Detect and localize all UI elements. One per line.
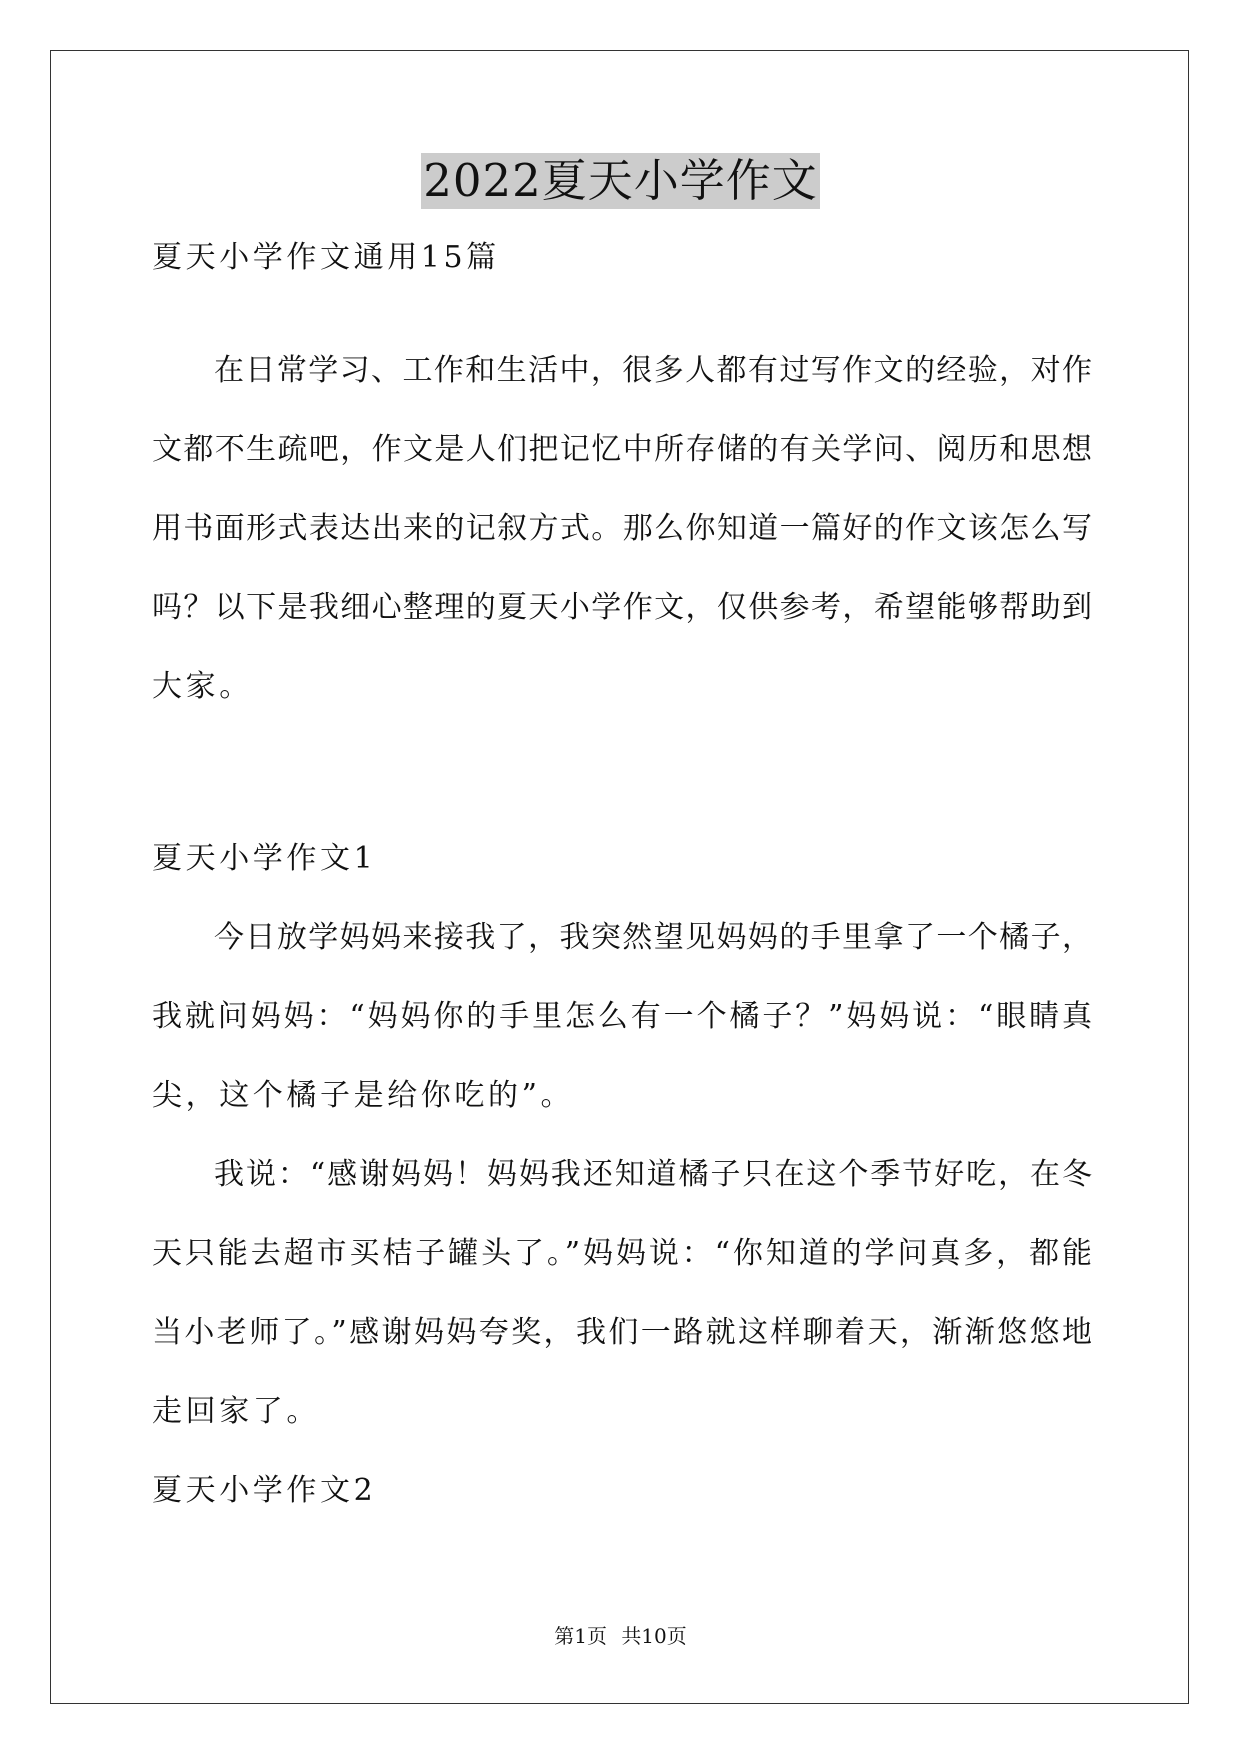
page-number: 第1页 <box>554 1624 607 1648</box>
essay-line: 今日放学妈妈来接我了，我突然望见妈妈的手里拿了一个橘子， <box>214 920 1092 955</box>
section-heading: 夏天小学作文2 <box>152 1473 377 1508</box>
intro-line: 大家。 <box>152 669 253 704</box>
intro-line: 文都不生疏吧，作文是人们把记忆中所存储的有关学问、阅历和思想 <box>152 432 1092 467</box>
intro-line: 用书面形式表达出来的记叙方式。那么你知道一篇好的作文该怎么写 <box>152 511 1092 546</box>
document-subtitle: 夏天小学作文通用15篇 <box>152 240 500 275</box>
document-title: 2022夏天小学作文 <box>423 154 818 207</box>
page-footer <box>0 1624 1241 1648</box>
essay-line: 我就问妈妈：“妈妈你的手里怎么有一个橘子？”妈妈说：“眼睛真 <box>152 999 1092 1034</box>
intro-line: 吗？以下是我细心整理的夏天小学作文，仅供参考，希望能够帮助到 <box>152 590 1092 625</box>
essay-line: 我说：“感谢妈妈！妈妈我还知道橘子只在这个季节好吃，在冬 <box>214 1157 1092 1192</box>
page-total: 共10页 <box>621 1624 687 1648</box>
section-heading: 夏天小学作文1 <box>152 841 377 876</box>
essay-line: 尖，这个橘子是给你吃的”。 <box>152 1078 575 1113</box>
essay-line: 走回家了。 <box>152 1394 320 1429</box>
title-container <box>0 153 1241 209</box>
intro-line: 在日常学习、工作和生活中，很多人都有过写作文的经验，对作 <box>214 353 1092 388</box>
essay-line: 天只能去超市买桔子罐头了。”妈妈说：“你知道的学问真多，都能 <box>152 1236 1092 1271</box>
essay-line: 当小老师了。”感谢妈妈夸奖，我们一路就这样聊着天，渐渐悠悠地 <box>152 1315 1092 1350</box>
